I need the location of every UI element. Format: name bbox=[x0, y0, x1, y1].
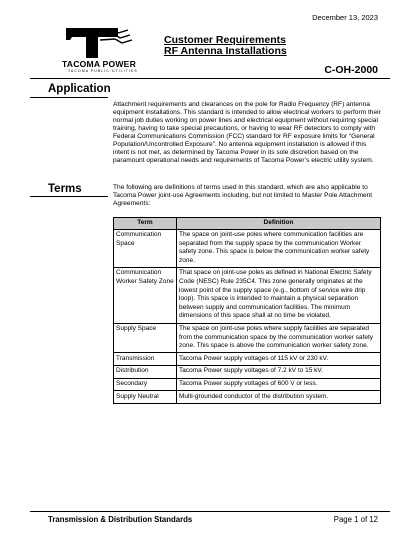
application-heading-rule bbox=[30, 97, 108, 98]
table-row bbox=[114, 267, 381, 323]
term-cell: Supply Neutral bbox=[114, 391, 177, 404]
definition-cell: Multi-grounded conductor of the distribution system. bbox=[177, 391, 381, 404]
footer-divider bbox=[30, 511, 390, 512]
logo-wordmark: TACOMA POWER bbox=[62, 59, 137, 69]
column-header-definition: Definition bbox=[177, 218, 381, 230]
definition-cell: The space on joint-use poles where supply facilities are separated from the communication space by the communication worker safety zone. This space is above the communication worker safety zone. bbox=[177, 323, 381, 353]
table-header-row bbox=[114, 218, 381, 230]
table-row bbox=[114, 353, 381, 366]
terms-table bbox=[113, 217, 381, 404]
terms-heading: Terms bbox=[48, 183, 82, 195]
definition-cell: Tacoma Power supply voltages of 115 kV or 230 kV. bbox=[177, 353, 381, 366]
document-date: December 13, 2023 bbox=[312, 13, 378, 22]
column-header-term: Term bbox=[114, 218, 177, 230]
definition-cell: That space on joint-use poles as defined in National Electric Safety Code (NESC) Rule 235C4. This zone generally originates at the lowest point of the supply space (e.g., bottom of service wire drip loop). This space is intended to maintain a physical separation between supply and communication facilities. The minimum dimensions of this space shall at no time be violated. bbox=[177, 267, 381, 323]
terms-heading-rule bbox=[30, 196, 108, 197]
table-row bbox=[114, 229, 381, 267]
terms-intro-paragraph: The following are definitions of terms used in this standard, which are also applicable to Tacoma Power joint-use Agreements including, but not limited to Master Pole Attachment Agreements: bbox=[113, 184, 373, 207]
term-cell: Transmission bbox=[114, 353, 177, 366]
application-paragraph: Attachment requirements and clearances on the pole for Radio Frequency (RF) antenna equipment installations. This standard is intended to allow electrical workers to perform their normal job duties working on power lines and electrical equipment without requiring special training, having to take special precautions, or having to wear RF detectors to comply with Federal Communications Commission (FCC) standard for RF exposure limits for “General Population/Uncontrolled Exposure”. No antenna equipment installation is allowed if this intent is not met, as determined by Tacoma Power in its sole discretion based on the paramount operational needs and requirements of Tacoma Power’s electric utility system. bbox=[113, 101, 381, 164]
term-cell: Distribution bbox=[114, 365, 177, 378]
application-heading: Application bbox=[48, 83, 111, 95]
table-row bbox=[114, 391, 381, 404]
page-number: Page 1 of 12 bbox=[333, 515, 378, 524]
footer-standard-name: Transmission & Distribution Standards bbox=[48, 515, 193, 524]
term-cell: Communication Space bbox=[114, 229, 177, 267]
term-cell: Secondary bbox=[114, 378, 177, 391]
definition-cell: Tacoma Power supply voltages of 7.2 kV to 15 kV. bbox=[177, 365, 381, 378]
doc-title-secondary: RF Antenna Installations bbox=[164, 45, 287, 57]
table-row bbox=[114, 378, 381, 391]
term-cell: Communication Worker Safety Zone bbox=[114, 267, 177, 323]
table-row bbox=[114, 323, 381, 353]
document-id: C-OH-2000 bbox=[324, 64, 378, 76]
table-row bbox=[114, 365, 381, 378]
logo-subtitle: TACOMA PUBLIC UTILITIES bbox=[68, 69, 138, 73]
definition-cell: Tacoma Power supply voltages of 600 V or less. bbox=[177, 378, 381, 391]
definition-cell: The space on joint-use poles where communication facilities are separated from the supply space by the communication Worker safety zone. This space is below the communication worker safety zone. bbox=[177, 229, 381, 267]
header-divider bbox=[30, 78, 390, 79]
doc-title-primary: Customer Requirements bbox=[164, 34, 286, 46]
term-cell: Supply Space bbox=[114, 323, 177, 353]
